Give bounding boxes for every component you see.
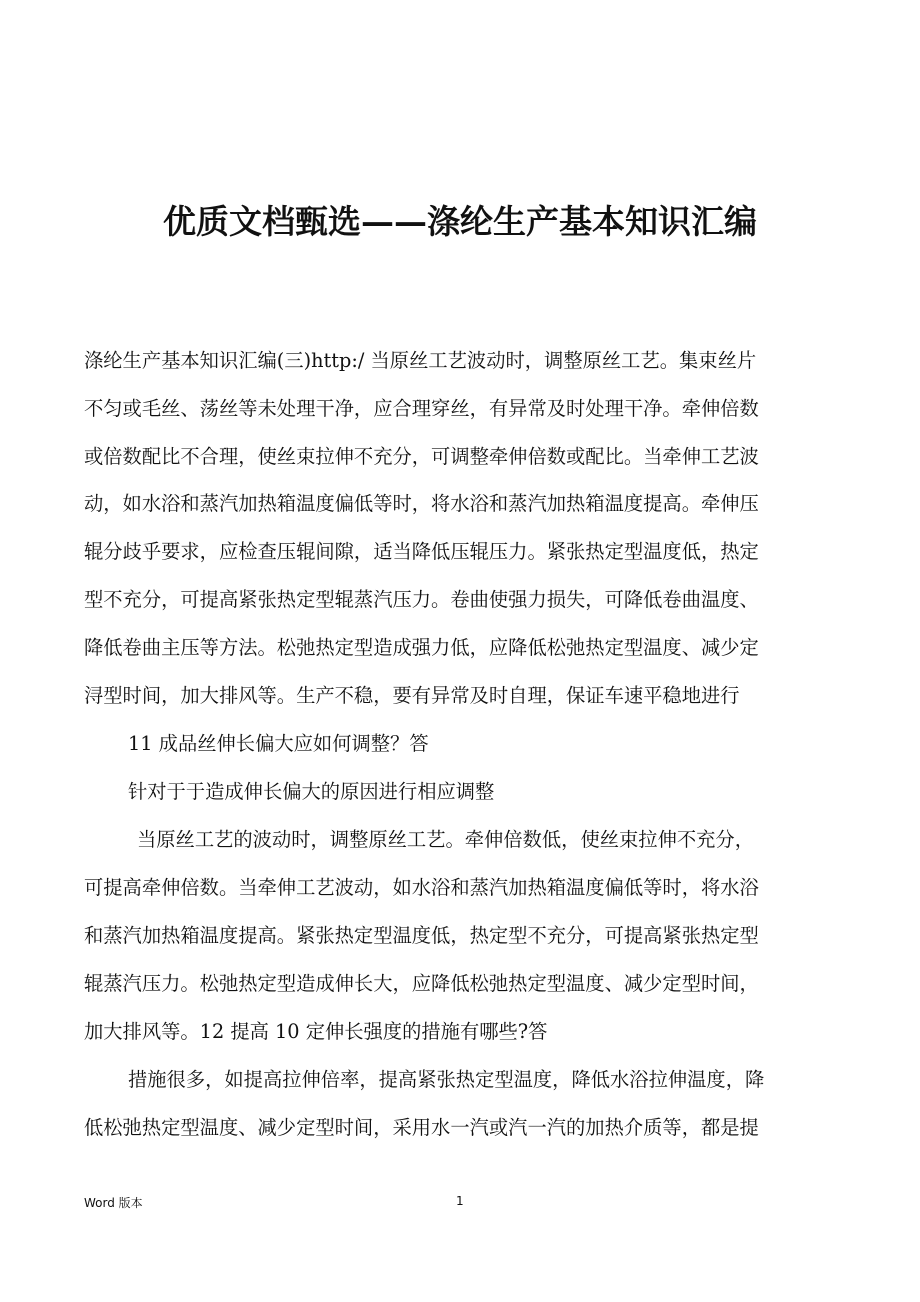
body-line-5: 辊分歧乎要求，应检查压辊间隙，适当降低压辊压力。紧张热定型温度低，热定: [84, 540, 759, 563]
body-line-11: 当原丝工艺的波动时，调整原丝工艺。牵伸倍数低，使丝束拉伸不充分，: [137, 828, 754, 851]
answer-11-intro-line: 针对于于造成伸长偏大的原因进行相应调整: [128, 780, 495, 803]
body-line-7: 降低卷曲主压等方法。松弛热定型造成强力低，应降低松弛热定型温度、减少定: [84, 636, 759, 659]
body-line-1: 涤纶生产基本知识汇编(三)http:/ 当原丝工艺波动时，调整原丝工艺。集束丝片: [84, 349, 757, 372]
question-11-line: 11 成品丝伸长偏大应如何调整？答: [128, 732, 429, 755]
document-title: 优质文档甄选——涤纶生产基本知识汇编: [163, 202, 757, 241]
body-line-13: 和蒸汽加热箱温度提高。紧张热定型温度低，热定型不充分，可提高紧张热定型: [84, 924, 759, 947]
body-line-3: 或倍数配比不合理，使丝束拉伸不充分，可调整牵伸倍数或配比。当牵伸工艺波: [84, 445, 759, 468]
body-line-17: 低松弛热定型温度、减少定型时间，采用水一汽或汽一汽的加热介质等，都是提: [84, 1116, 759, 1139]
footer-page-number: 1: [456, 1194, 464, 1208]
body-line-2: 不匀或毛丝、荡丝等未处理干净，应合理穿丝，有异常及时处理干净。牵伸倍数: [84, 397, 759, 420]
body-line-15: 加大排风等。12 提高 10 定伸长强度的措施有哪些?答: [84, 1020, 548, 1043]
body-line-4: 动，如水浴和蒸汽加热箱温度偏低等时，将水浴和蒸汽加热箱温度提高。牵伸压: [84, 492, 759, 515]
body-line-14: 辊蒸汽压力。松弛热定型造成伸长大，应降低松弛热定型温度、减少定型时间，: [84, 972, 759, 995]
body-line-8: 浔型时间，加大排风等。生产不稳，要有异常及时自理，保证车速平稳地进行: [84, 684, 740, 707]
body-line-6: 型不充分，可提高紧张热定型辊蒸汽压力。卷曲使强力损失，可降低卷曲温度、: [84, 588, 759, 611]
body-line-16: 措施很多，如提高拉伸倍率，提高紧张热定型温度，降低水浴拉伸温度，降: [128, 1068, 765, 1091]
footer-version-label: Word 版本: [84, 1196, 143, 1210]
body-line-12: 可提高牵伸倍数。当牵伸工艺波动，如水浴和蒸汽加热箱温度偏低等时，将水浴: [84, 876, 759, 899]
